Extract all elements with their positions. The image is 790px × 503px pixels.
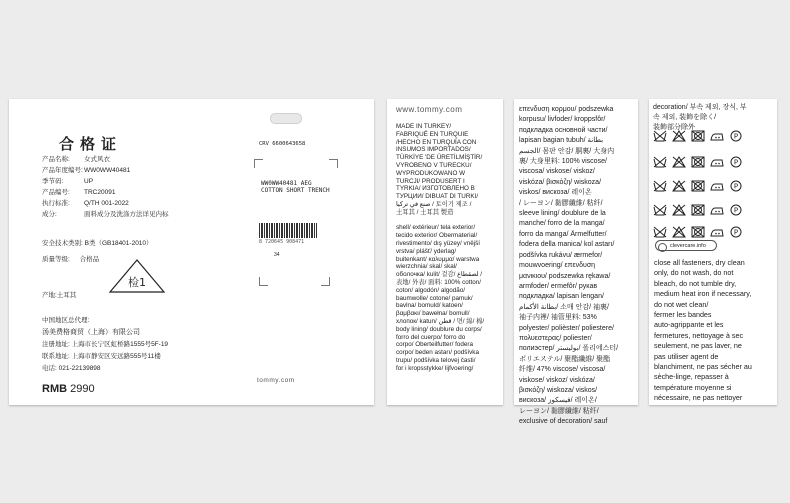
text-line: auto-agrippante et les bbox=[654, 320, 724, 330]
text-line: صنع في تركيا / 토이기 제조 / bbox=[396, 200, 472, 208]
text-line: bleach, do not tumble dry, bbox=[654, 278, 737, 288]
text-line: MADE IN TURKEY/ bbox=[396, 123, 452, 130]
text-line: viskos/ вискоза/ 레이온 bbox=[519, 189, 592, 197]
agent-name: 汤美费格商贸（上海）有限公司 bbox=[42, 329, 140, 336]
care-symbol-row bbox=[653, 225, 743, 237]
text-line: хлопок/ katun/ قطن / 면/ 綿/ 棉/ bbox=[396, 317, 485, 325]
text-line: полиэстер/ بوليستر/ 폴리에스터/ bbox=[519, 345, 619, 353]
care-text bbox=[654, 258, 752, 404]
clevercare-text: clevercare.info bbox=[670, 243, 706, 249]
text-line: corpo/ Oberteilfutter/ fodera bbox=[396, 341, 474, 349]
no-bleach-icon bbox=[672, 203, 686, 215]
text-line: shell/ extérieur/ tela exterior/ bbox=[396, 224, 476, 232]
text-line: korpusu/ livfoder/ kroppsfôr/ bbox=[519, 116, 606, 124]
spec-value: 女式风衣 bbox=[84, 156, 110, 163]
text-line: viscosa/ viskose/ viskoz/ bbox=[519, 168, 595, 176]
text-line: βαμβακι/ bawełna/ bomull/ bbox=[396, 310, 470, 318]
text-line: wierzchnia/ skal/ skal/ bbox=[396, 263, 457, 271]
price-currency: RMB bbox=[42, 383, 68, 395]
text-line: μανικιου/ podszewka rękawa/ bbox=[519, 272, 611, 280]
no-wash-icon bbox=[653, 225, 667, 237]
text-line: 表地/ 外表/ 面料: 100% cotton/ bbox=[396, 278, 482, 286]
price-value: 2990 bbox=[70, 383, 95, 395]
text-line: TÜRKİYE 'DE ÜRETİLMİŞTİR/ bbox=[396, 154, 483, 162]
dry-clean-p-icon bbox=[729, 129, 743, 141]
text-line: trupu/ podšívka telovej časti/ bbox=[396, 356, 476, 364]
clevercare-icon bbox=[658, 243, 667, 252]
text-line: température moyenne si bbox=[654, 382, 732, 392]
no-tumble-dry-icon bbox=[691, 203, 705, 215]
agent-label: 中国地区总代理: bbox=[42, 317, 90, 324]
text-line: nécessaire, ne pas nettoyer bbox=[654, 393, 743, 403]
text-line: viskose/ viskoz/ viskóza/ bbox=[519, 376, 595, 384]
svg-text:P: P bbox=[733, 206, 739, 215]
origin: 产地:土耳其 bbox=[42, 292, 77, 299]
iron-medium-icon bbox=[710, 179, 724, 191]
spec-key: 成分: bbox=[42, 211, 57, 218]
svg-text:P: P bbox=[733, 228, 739, 237]
text-line: レーヨン/ 黏膠纖維/ 粘纤/ bbox=[519, 407, 599, 415]
text-line: mouwvoering/ επενδυση bbox=[519, 262, 596, 270]
text-line: close all fasteners, dry clean bbox=[654, 258, 745, 267]
frame-corner bbox=[259, 277, 268, 286]
text-line: TYRKIA/ ИЗГОТОВЛЕНО В bbox=[396, 185, 475, 193]
no-wash-icon bbox=[653, 203, 667, 215]
size-value: 34 bbox=[274, 252, 280, 258]
website-header: www.tommy.com bbox=[396, 105, 463, 114]
text-line: / レーヨン/ 黏膠纖維/ 粘纤/ bbox=[519, 199, 603, 207]
price bbox=[42, 383, 95, 395]
spec-row bbox=[42, 198, 169, 209]
text-line: 土耳其 / 土耳其 製造 bbox=[396, 208, 454, 216]
spec-value: 面料成分及洗涤方法详见内标 bbox=[84, 211, 169, 218]
no-tumble-dry-icon bbox=[691, 129, 705, 141]
text-line: VYROBENO V TURECKU/ bbox=[396, 161, 472, 169]
text-line: fodera della manica/ kol astarı/ bbox=[519, 241, 615, 249]
text-line: βισκόζη/ wiskoza/ viskos/ bbox=[519, 386, 598, 394]
dry-clean-p-icon bbox=[729, 155, 743, 167]
text-line: πολυεστερας/ poliester/ bbox=[519, 334, 592, 342]
agent-info bbox=[42, 315, 168, 375]
text-line: pas utiliser agent de bbox=[654, 351, 719, 361]
spec-row bbox=[42, 165, 169, 176]
no-wash-icon bbox=[653, 179, 667, 191]
text-line: forro da manga/ Ärmelfutter/ bbox=[519, 230, 607, 238]
phone: 电话: 021-22139898 bbox=[42, 365, 101, 372]
text-line: coton/ algodón/ algodão/ bbox=[396, 286, 465, 294]
origin-composition-label bbox=[387, 99, 503, 405]
spec-key: 产品编号: bbox=[42, 189, 70, 196]
certificate-panel bbox=[9, 99, 199, 405]
text-line: 袖子内裡/ 袖管里料: 53% bbox=[519, 314, 597, 322]
text-line: بطانة الأكمام/ 소매 안감/ 袖裏/ bbox=[519, 303, 609, 311]
barcode bbox=[259, 223, 317, 238]
no-tumble-dry-icon bbox=[691, 179, 705, 191]
sku-header: CRV 6600643658 bbox=[259, 141, 306, 147]
spec-key: 产品年度编号: bbox=[42, 167, 83, 174]
care-symbol-row bbox=[653, 129, 743, 141]
safety-category: 安全技术类别: B类（GB18401-2010） bbox=[42, 240, 153, 247]
text-line: manche/ forro de la manga/ bbox=[519, 220, 605, 228]
text-line: viskóza/ βισκόζη/ wiskoza/ bbox=[519, 178, 602, 186]
spec-row bbox=[42, 176, 169, 187]
text-line: body lining/ doublure du corps/ bbox=[396, 325, 482, 333]
text-line: 纤维/ 47% viscose/ viscosa/ bbox=[519, 366, 606, 374]
text-line: fermetures, nettoyage à sec bbox=[654, 330, 744, 340]
spec-value: Q/TH 001-2022 bbox=[84, 200, 129, 207]
inspection-triangle bbox=[109, 259, 165, 298]
svg-text:检1: 检1 bbox=[128, 276, 146, 289]
text-line: buitenkant/ καλυμμα/ warstwa bbox=[396, 255, 480, 263]
text-line: подкладка/ lapisan lengan/ bbox=[519, 293, 604, 301]
barcode-number: 8 720645 908471 bbox=[259, 239, 305, 245]
dry-clean-p-icon bbox=[729, 179, 743, 191]
iron-medium-icon bbox=[710, 129, 724, 141]
no-tumble-dry-icon bbox=[691, 155, 705, 167]
spec-value: WW0WW40481 bbox=[84, 167, 131, 174]
text-line: armfoder/ ermefôr/ рукав bbox=[519, 282, 598, 290]
text-line: INSUMOS IMPORTADOS/ bbox=[396, 146, 471, 154]
text-line: /HECHO EN TURQUÍA CON bbox=[396, 138, 477, 146]
frame-corner bbox=[254, 159, 263, 168]
text-line: TURCJI/ PRODUSERT I bbox=[396, 177, 465, 185]
text-line: rivestimento/ dış yüzey/ vnější bbox=[396, 239, 480, 247]
text-line: decoration/ 부속 제외, 장식, 부 bbox=[653, 104, 747, 111]
text-line: подкладка основной части/ bbox=[519, 126, 608, 134]
care-symbol-row bbox=[653, 203, 743, 215]
text-line: exclusive of decoration/ sauf bbox=[519, 418, 608, 426]
text-line bbox=[396, 217, 484, 225]
certificate-title: 合格证 bbox=[59, 136, 123, 153]
text-line: podšívka rukávu/ ærmefor/ bbox=[519, 251, 603, 259]
spec-list bbox=[42, 154, 169, 220]
text-line: ポリエステル/ 聚酯纖維/ 聚酯 bbox=[519, 355, 611, 363]
care-symbol-row bbox=[653, 179, 743, 191]
text-line: вискоза/ فيسكوز/ 레이온/ bbox=[519, 397, 597, 405]
text-line: lapisan bagian tubuh/ بطانة bbox=[519, 137, 604, 145]
origin-text bbox=[396, 123, 484, 373]
spec-key: 产品名称: bbox=[42, 156, 70, 163]
barcode-panel bbox=[199, 99, 374, 405]
svg-text:P: P bbox=[733, 132, 739, 141]
text-line: polyester/ polièster/ poliestere/ bbox=[519, 324, 614, 332]
no-wash-icon bbox=[653, 155, 667, 167]
iron-medium-icon bbox=[710, 203, 724, 215]
quality-grade-label: 质量等级: bbox=[42, 256, 70, 263]
text-line: seulement, ne pas laver, ne bbox=[654, 341, 742, 351]
clevercare-badge bbox=[655, 240, 717, 251]
text-line: επενδυση κορμου/ podszewka bbox=[519, 106, 614, 113]
spec-row bbox=[42, 209, 169, 220]
no-wash-icon bbox=[653, 129, 667, 141]
text-line: bavlna/ bomuld/ katoen/ bbox=[396, 302, 463, 310]
no-bleach-icon bbox=[672, 129, 686, 141]
text-line: 裏/ 大身里料: 100% viscose/ bbox=[519, 158, 607, 166]
website-footer: tommy.com bbox=[257, 377, 295, 384]
lining-composition-label bbox=[514, 99, 638, 426]
no-bleach-icon bbox=[672, 155, 686, 167]
spec-value: TRC20091 bbox=[84, 189, 116, 196]
svg-text:P: P bbox=[733, 182, 739, 191]
text-line: do not wet clean/ bbox=[654, 299, 709, 309]
spec-row bbox=[42, 187, 169, 198]
iron-medium-icon bbox=[710, 225, 724, 237]
text-line: оболочка/ kulit/ 겉감/ لصقطاع / bbox=[396, 271, 483, 279]
spec-value: UP bbox=[84, 178, 94, 185]
care-instructions-label bbox=[649, 99, 777, 405]
style-name-line: COTTON SHORT TRENCH bbox=[261, 187, 330, 194]
text-line: tecido exterior/ Obermaterial/ bbox=[396, 232, 478, 240]
svg-text:P: P bbox=[733, 158, 739, 167]
lining-text bbox=[519, 105, 618, 428]
frame-corner bbox=[321, 277, 330, 286]
text-line: WYPRODUKOWANO W bbox=[396, 169, 466, 177]
text-line: fermer les bandes bbox=[654, 310, 712, 320]
frame-corner bbox=[329, 159, 338, 168]
text-line: medium heat iron if necessary, bbox=[654, 289, 752, 299]
text-line: blanchiment, ne pas sécher au bbox=[654, 362, 752, 372]
no-bleach-icon bbox=[672, 225, 686, 237]
text-line: الجسم/ 몸판 안감/ 胴裏/ 大身内 bbox=[519, 147, 615, 155]
contact-address: 联系地址: 上海市静安区安远路555号11楼 bbox=[42, 353, 161, 360]
text-line: ТУРЦИИ/ DIBUAT DI TURKI/ bbox=[396, 193, 479, 201]
registered-address: 注册地址: 上海市长宁区虹桥路1555号5F-19 bbox=[42, 341, 169, 348]
no-tumble-dry-icon bbox=[691, 225, 705, 237]
care-symbol-row bbox=[653, 155, 743, 167]
text-line: 속 제외, 装飾を除く/ bbox=[653, 114, 717, 121]
text-line: sleeve lining/ doublure de la bbox=[519, 210, 606, 218]
text-line: forro del cuerpo/ forro do bbox=[396, 333, 466, 341]
text-line: vrstva/ plášť/ yderlag/ bbox=[396, 247, 457, 255]
style-code-line: WW0WW40481 AEG bbox=[261, 180, 312, 187]
hang-hole bbox=[270, 113, 302, 124]
no-bleach-icon bbox=[672, 179, 686, 191]
spec-key: 季节码: bbox=[42, 178, 64, 185]
text-line: FABRIQUÉ EN TURQUIE bbox=[396, 130, 469, 138]
dry-clean-p-icon bbox=[729, 203, 743, 215]
text-line: corpo/ beden astarı/ podšívka bbox=[396, 349, 479, 357]
spec-row bbox=[42, 154, 169, 165]
hang-tag-card bbox=[9, 99, 374, 405]
text-line: only, do not wash, do not bbox=[654, 268, 734, 278]
dry-clean-p-icon bbox=[729, 225, 743, 237]
quality-grade bbox=[42, 254, 99, 263]
quality-grade-value: 合格品 bbox=[79, 256, 100, 263]
text-line: for i kropsstykke/ lijfvoering/ bbox=[396, 364, 474, 372]
text-line: sèche-linge, repasser à bbox=[654, 372, 729, 382]
spec-key: 执行标准: bbox=[42, 200, 70, 207]
text-line: baumwolle/ cotone/ pamuk/ bbox=[396, 294, 473, 302]
style-code bbox=[261, 180, 330, 194]
iron-medium-icon bbox=[710, 155, 724, 167]
text-line: 装飾部分除外 bbox=[653, 124, 695, 131]
